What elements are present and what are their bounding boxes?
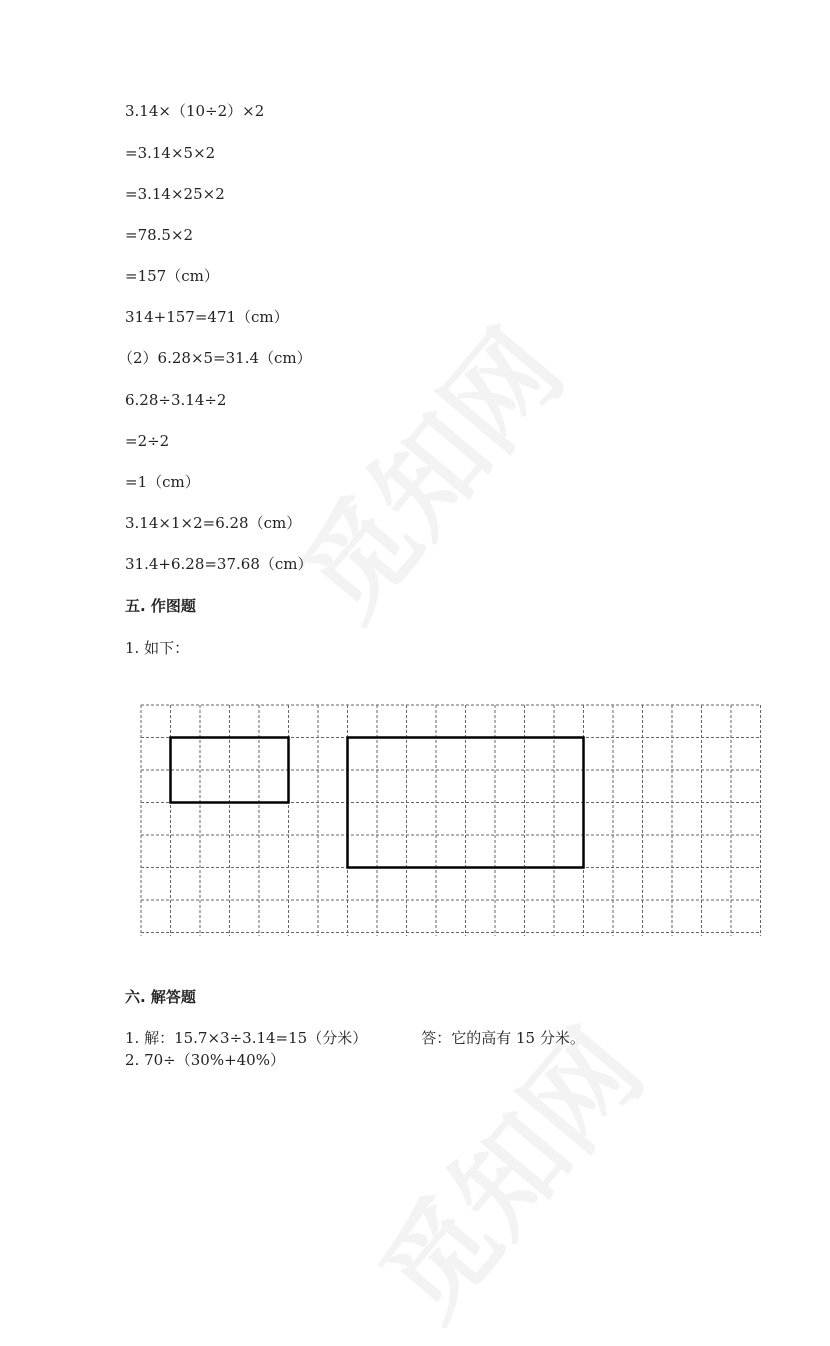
calc-line: =1（cm） <box>125 473 200 491</box>
calc-line: =78.5×2 <box>125 226 194 244</box>
calc-line: =3.14×5×2 <box>125 144 216 162</box>
answer-1 <box>125 1028 585 1048</box>
calc-line: 3.14×1×2=6.28（cm） <box>125 514 302 532</box>
section-5-item-1: 1. 如下： <box>125 639 190 657</box>
calc-line: 31.4+6.28=37.68（cm） <box>125 555 313 573</box>
answer-1-result: 答：它的高有 15 分米。 <box>421 1029 585 1047</box>
calc-line: =3.14×25×2 <box>125 185 225 203</box>
calc-line: 314+157=471（cm） <box>125 308 289 326</box>
section-6-title: 六. 解答题 <box>125 988 196 1006</box>
calc-line: =2÷2 <box>125 432 170 450</box>
calc-line: 6.28÷3.14÷2 <box>125 391 227 409</box>
answer-1-calc: 1. 解：15.7×3÷3.14=15（分米） <box>125 1029 368 1047</box>
drawing-grid <box>140 704 762 940</box>
grid-figure <box>140 704 762 936</box>
section-5-title: 五. 作图题 <box>125 597 196 615</box>
calc-line: =157（cm） <box>125 267 219 285</box>
calc-line: 3.14×（10÷2）×2 <box>125 102 265 120</box>
answer-2: 2. 70÷（30%+40%） <box>125 1051 285 1069</box>
watermark <box>258 292 591 646</box>
calc-line: （2）6.28×5=31.4（cm） <box>118 349 312 367</box>
